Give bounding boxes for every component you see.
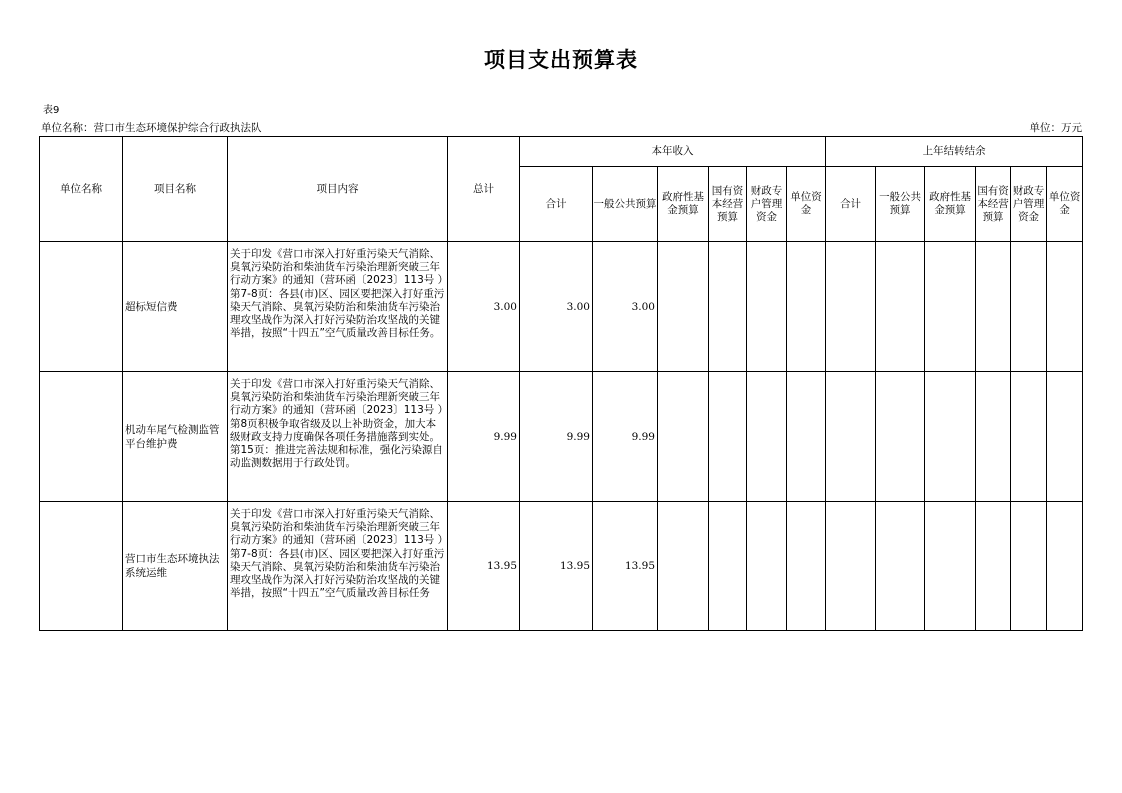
cell-project-name: 超标短信费 xyxy=(123,242,228,372)
table-row xyxy=(40,242,1083,372)
cell-py-fiscal-special xyxy=(1011,242,1047,372)
header-py-fiscal-special: 财政专户管理资金 xyxy=(1011,167,1047,242)
header-project-content: 项目内容 xyxy=(228,137,448,242)
header-cy-fiscal-special: 财政专户管理资金 xyxy=(747,167,787,242)
header-cy-sum: 合计 xyxy=(520,167,593,242)
cell-project-name: 营口市生态环境执法系统运维 xyxy=(123,502,228,631)
cell-project-content: 关于印发《营口市深入打好重污染天气消除、臭氧污染防治和柴油货车污染治理新突破三年行动方案》的通知（营环函〔2023〕113号 ）第7-8页：各县(市)区、园区要把深入打好重污染天气消除、臭氧污染防治和柴油货车污染治理攻坚战作为深入打好污染防治攻坚战的关键举措，按照“十四五”空气质量改善目标任务。 xyxy=(228,242,448,372)
cell-py-sum xyxy=(826,242,876,372)
cell-py-general xyxy=(876,502,925,631)
header-prior-year-carryover: 上年结转结余 xyxy=(826,137,1083,167)
header-cy-state-capital: 国有资本经营预算 xyxy=(709,167,747,242)
cell-cy-gov-fund xyxy=(658,242,709,372)
cell-unit-name xyxy=(40,242,123,372)
cell-cy-sum: 13.95 xyxy=(520,502,593,631)
currency-unit-label: 单位：万元 xyxy=(1029,122,1082,134)
cell-cy-general: 9.99 xyxy=(593,372,658,502)
header-project-name: 项目名称 xyxy=(123,137,228,242)
cell-unit-name xyxy=(40,372,123,502)
cell-cy-fiscal-special xyxy=(747,242,787,372)
cell-project-content: 关于印发《营口市深入打好重污染天气消除、臭氧污染防治和柴油货车污染治理新突破三年行动方案》的通知（营环函〔2023〕113号 ）第8页积极争取省级及以上补助资金，加大本级财政支持力度确保各项任务措施落到实处。第15页：推进完善法规和标准，强化污染源自动监测数据用于行政处罚。 xyxy=(228,372,448,502)
cell-py-sum xyxy=(826,372,876,502)
cell-cy-fiscal-special xyxy=(747,502,787,631)
table-row xyxy=(40,372,1083,502)
header-row-1 xyxy=(40,137,1083,167)
cell-py-gov-fund xyxy=(925,242,976,372)
cell-py-general xyxy=(876,242,925,372)
header-py-unit-fund: 单位资金 xyxy=(1047,167,1083,242)
cell-cy-gov-fund xyxy=(658,372,709,502)
header-cy-unit-fund: 单位资金 xyxy=(787,167,826,242)
cell-project-content: 关于印发《营口市深入打好重污染天气消除、臭氧污染防治和柴油货车污染治理新突破三年行动方案》的通知（营环函〔2023〕113号 ）第7-8页：各县(市)区、园区要把深入打好重污染天气消除、臭氧污染防治和柴油货车污染治理攻坚战作为深入打好污染防治攻坚战的关键举措，按照“十四五”空气质量改善目标任务 xyxy=(228,502,448,631)
cell-py-gov-fund xyxy=(925,372,976,502)
cell-total: 9.99 xyxy=(448,372,520,502)
cell-cy-sum: 3.00 xyxy=(520,242,593,372)
header-cy-gov-fund: 政府性基金预算 xyxy=(658,167,709,242)
project-budget-table xyxy=(39,136,1083,631)
unit-name-label: 单位名称：营口市生态环境保护综合行政执法队 xyxy=(41,122,262,134)
cell-cy-unit-fund xyxy=(787,502,826,631)
header-current-year-income: 本年收入 xyxy=(520,137,826,167)
header-cy-general: 一般公共预算 xyxy=(593,167,658,242)
cell-cy-fiscal-special xyxy=(747,372,787,502)
cell-cy-sum: 9.99 xyxy=(520,372,593,502)
header-py-gov-fund: 政府性基金预算 xyxy=(925,167,976,242)
cell-py-state-capital xyxy=(976,502,1011,631)
header-py-general: 一般公共预算 xyxy=(876,167,925,242)
cell-cy-general: 3.00 xyxy=(593,242,658,372)
header-py-sum: 合计 xyxy=(826,167,876,242)
cell-cy-unit-fund xyxy=(787,372,826,502)
cell-py-unit-fund xyxy=(1047,242,1083,372)
cell-cy-unit-fund xyxy=(787,242,826,372)
cell-cy-general: 13.95 xyxy=(593,502,658,631)
header-total: 总计 xyxy=(448,137,520,242)
cell-total: 3.00 xyxy=(448,242,520,372)
cell-py-sum xyxy=(826,502,876,631)
cell-py-state-capital xyxy=(976,372,1011,502)
cell-total: 13.95 xyxy=(448,502,520,631)
cell-py-gov-fund xyxy=(925,502,976,631)
cell-project-name: 机动车尾气检测监管平台维护费 xyxy=(123,372,228,502)
cell-py-general xyxy=(876,372,925,502)
cell-cy-state-capital xyxy=(709,242,747,372)
cell-py-fiscal-special xyxy=(1011,502,1047,631)
cell-cy-gov-fund xyxy=(658,502,709,631)
header-py-state-capital: 国有资本经营预算 xyxy=(976,167,1011,242)
cell-py-state-capital xyxy=(976,242,1011,372)
table-number: 表9 xyxy=(43,105,60,116)
unit-info-line xyxy=(41,120,1082,135)
header-unit-name: 单位名称 xyxy=(40,137,123,242)
cell-py-unit-fund xyxy=(1047,372,1083,502)
cell-py-unit-fund xyxy=(1047,502,1083,631)
page-title: 项目支出预算表 xyxy=(484,48,638,72)
table-row xyxy=(40,502,1083,631)
cell-unit-name xyxy=(40,502,123,631)
cell-cy-state-capital xyxy=(709,372,747,502)
cell-cy-state-capital xyxy=(709,502,747,631)
cell-py-fiscal-special xyxy=(1011,372,1047,502)
